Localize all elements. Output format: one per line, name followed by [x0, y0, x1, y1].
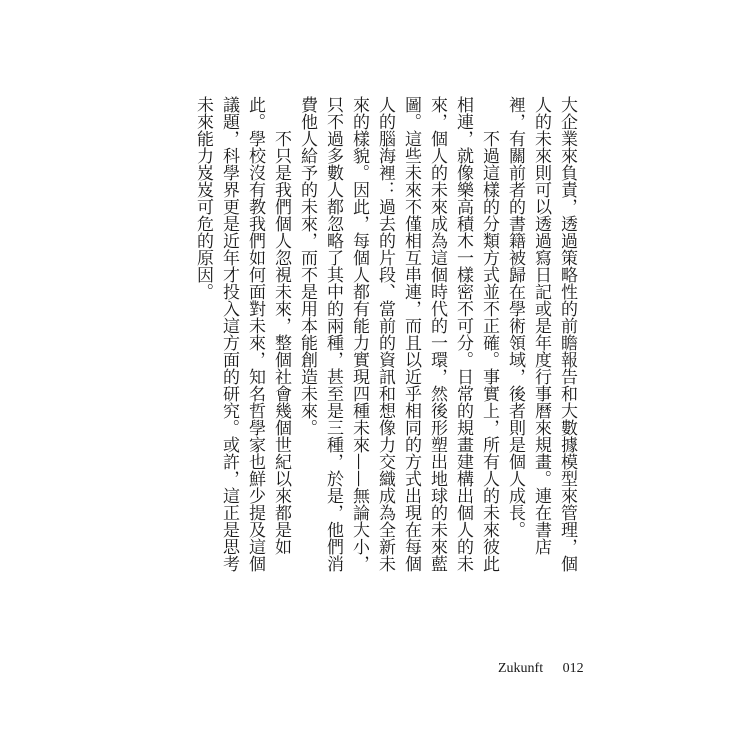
- paragraph: 不只是我們個人忽視未來，整個社會幾個世紀以來都是如此。學校沒有教我們如何面對未來，知名哲學家也鮮少提及這個議題，科學界更是近年才投入這方面的研究。或許，這正是思考未來能力岌岌可危的原因。: [193, 96, 291, 572]
- paragraph: 大企業來負責，透過策略性的前瞻報告和大數據模型來管理，個人的未來則可以透過寫日記或是年度行事曆來規畫。連在書店裡，有關前者的書籍被歸在學術領域，後者則是個人成長。: [505, 96, 577, 572]
- paragraph: 不過這樣的分類方式並不正確。事實上，所有人的未來彼此相連，就像樂高積木一樣密不可分。日常的規畫建構出個人的未來，個人的未來成為這個時代的一環，然後形塑出地球的未來藍圖。這些未來不僅相互串連，而且以近乎相同的方式出現在每個人的腦海裡：過去的片段、當前的資訊和想像力交織成為全新未來的樣貌。因此，每個人都有能力實現四種未來——無論大小，只不過多數人都忽略了其中的兩種，甚至是三種，於是，他們消費他人給予的未來，而不是用本能創造未來。: [297, 96, 499, 572]
- page-footer: [498, 661, 584, 677]
- running-title: Zukunft: [498, 661, 544, 676]
- vertical-body-text: [190, 96, 580, 588]
- page-number: 012: [562, 661, 584, 676]
